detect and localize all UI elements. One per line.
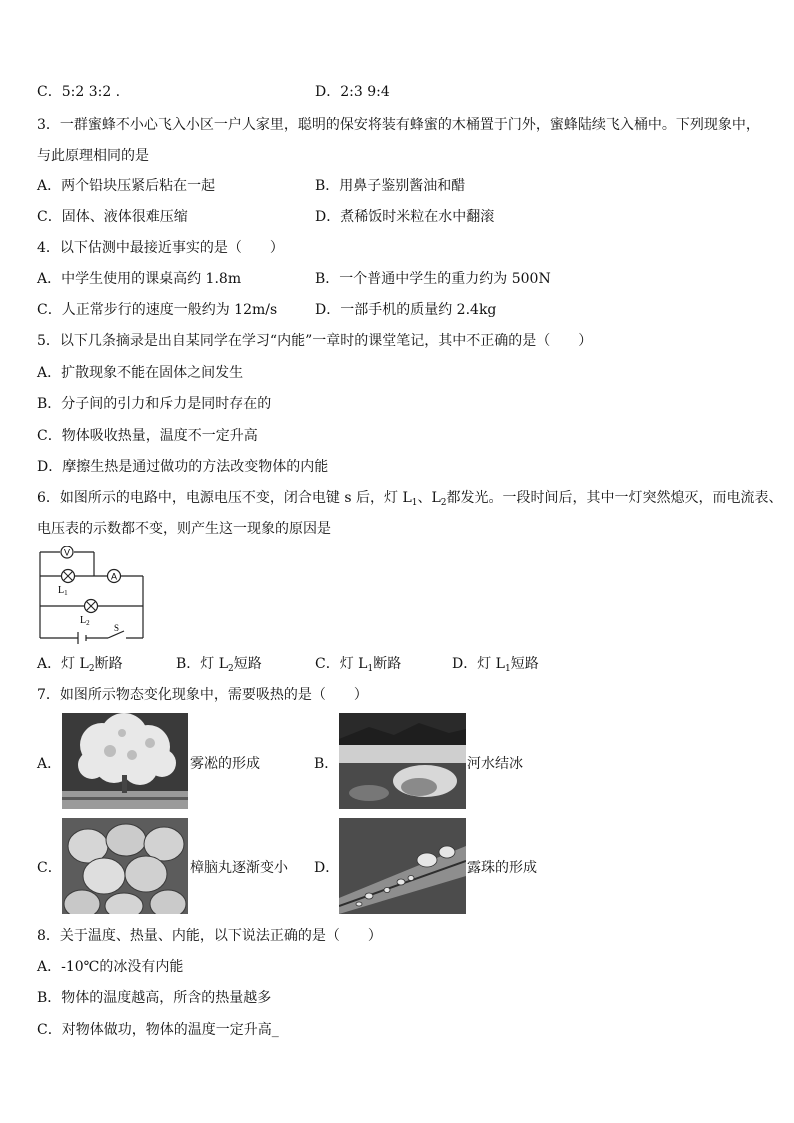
q7-option-c-caption: 樟脑丸逐渐变小 [190,860,288,876]
q6-option-d [452,655,539,678]
ammeter-label: A [110,571,118,582]
q7-option-c-letter: C． [37,860,62,876]
q3-stem-line1: 3．一群蜜蜂不小心飞入小区一户人家里，聪明的保安将装有蜂蜜的木桶置于门外，蜜蜂陆续飞入桶中。下列现象中， [37,117,760,133]
q7-option-b-caption: 河水结冰 [467,756,523,772]
q4-option-b: B．一个普通中学生的重力约为 500N [315,271,551,287]
option-text: 断路 [94,656,123,672]
q6-stem-text: 6．如图所示的电路中，电源电压不变，闭合电键 s 后，灯 L [37,490,412,506]
q5-option-c: C．物体吸收热量，温度不一定升高 [37,428,258,444]
q8-option-a: A．-10℃的冰没有内能 [37,959,184,975]
voltmeter-label: V [63,547,71,558]
q3-option-a: A．两个铅块压紧后粘在一起 [37,178,216,194]
q3-stem-line2: 与此原理相同的是 [37,148,149,164]
lamp-letter: L [58,585,65,596]
q6-option-c [315,655,401,678]
lamp-l2-label [80,615,90,627]
subscript: 2 [228,664,234,674]
q3-option-c: C．固体、液体很难压缩 [37,209,188,225]
voltmeter-symbol [61,546,73,558]
lamp-l1-label [58,585,68,597]
q4-stem: 4．以下估测中最接近事实的是（ ） [37,240,284,256]
lamp-subscript: 1 [64,589,68,597]
mothball-photo [62,818,188,914]
option-text: A．灯 L [37,656,89,672]
river-ice-photo [339,713,466,809]
q6-stem-line1 [37,489,783,512]
subscript: 1 [367,664,374,674]
q8-option-c: C．对物体做功，物体的温度一定升高_ [37,1022,279,1038]
q8-option-b: B．物体的温度越高，所含的热量越多 [37,990,272,1006]
subscript: 1 [411,498,418,508]
q6-stem-text: 都发光。一段时间后，其中一灯突然熄灭，而电流表、 [446,490,783,506]
q3-option-d: D．煮稀饭时米粒在水中翻滚 [315,209,495,225]
lamp-l1-symbol [58,570,75,598]
q8-stem: 8．关于温度、热量、内能，以下说法正确的是（ ） [37,928,382,944]
option-text: 短路 [510,656,539,672]
q5-option-d: D．摩擦生热是通过做功的方法改变物体的内能 [37,459,329,475]
q6-option-a [37,655,123,678]
q3-option-b: B．用鼻子鉴别酱油和醋 [315,178,466,194]
q4-option-a: A．中学生使用的课桌高约 1.8m [37,271,242,287]
q7-option-d-letter: D． [314,860,340,876]
option-text: 短路 [233,656,262,672]
option-text: B．灯 L [176,656,229,672]
option-text: D．灯 L [452,656,505,672]
q5-option-a: A．扩散现象不能在固体之间发生 [37,365,244,381]
rime-photo [62,713,188,809]
q5-stem: 5．以下几条摘录是出自某同学在学习“内能”一章时的课堂笔记，其中不正确的是（ ） [37,333,593,349]
q6-option-b [176,655,262,678]
ammeter-symbol [108,570,121,583]
subscript: 2 [440,498,447,508]
q2-option-c: C．5:2 3:2 . [37,84,121,100]
lamp-l2-symbol [80,600,98,628]
q7-option-a-letter: A． [37,756,62,772]
q7-option-b-letter: B． [314,756,339,772]
option-text: 断路 [373,656,402,672]
q6-stem-text: 、L [417,490,441,506]
q7-option-a-caption: 雾凇的形成 [190,756,260,772]
subscript: 1 [504,664,511,674]
circuit-diagram [38,546,148,646]
q7-option-d-caption: 露珠的形成 [467,860,537,876]
lamp-subscript: 2 [86,619,90,627]
q2-option-d: D．2:3 9:4 [315,84,390,100]
q6-stem-line2: 电压表的示数都不变，则产生这一现象的原因是 [37,521,331,537]
lamp-letter: L [80,615,87,626]
dew-photo [339,818,466,914]
q7-stem: 7．如图所示物态变化现象中，需要吸热的是（ ） [37,687,368,703]
q5-option-b: B．分子间的引力和斥力是同时存在的 [37,396,272,412]
option-text: C．灯 L [315,656,368,672]
q4-option-d: D．一部手机的质量约 2.4kg [315,302,497,318]
subscript: 2 [88,664,95,674]
q4-option-c: C．人正常步行的速度一般约为 12m/s [37,302,278,318]
switch-label: S [114,623,120,633]
